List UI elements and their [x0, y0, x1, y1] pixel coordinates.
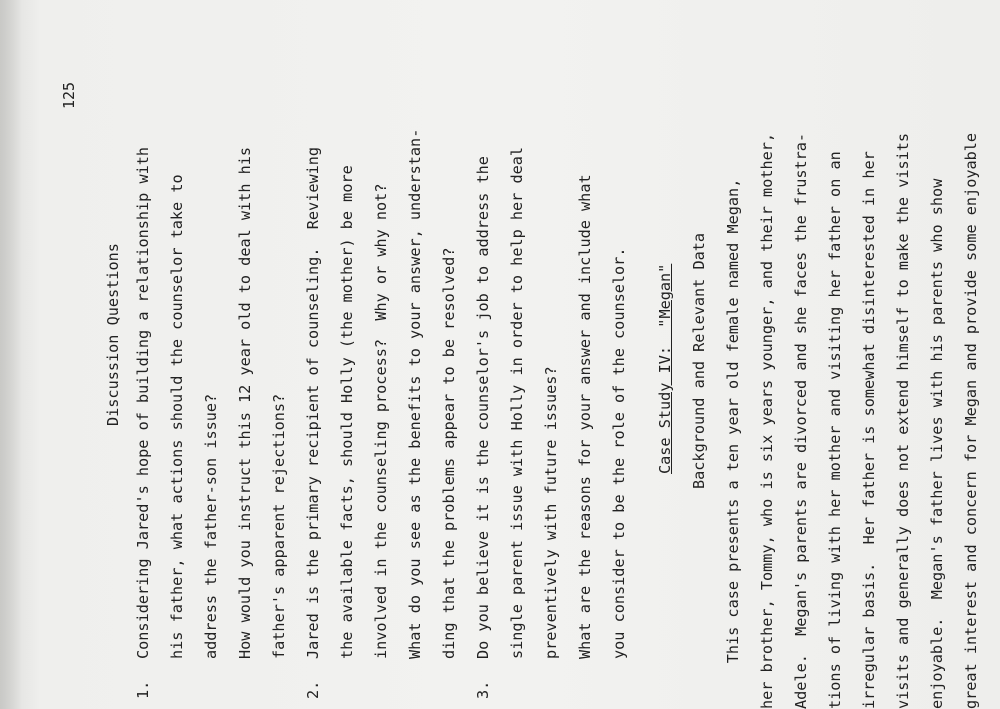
body-line: her brother, Tommy, who is six years younger, and their mother,: [758, 132, 776, 709]
question-line: ding that the problems appear to be resolved?: [440, 247, 458, 659]
question-line: involved in the counseling process? Why or why not?: [372, 183, 390, 659]
discussion-heading: Discussion Questions: [104, 243, 122, 426]
question-line: What are the reasons for your answer and include what: [576, 174, 594, 659]
body-line: Adele. Megan's parents are divorced and she faces the frustra-: [792, 132, 810, 709]
question-line: father's apparent rejections?: [270, 393, 288, 659]
question-line: you consider to be the role of the counselor.: [610, 247, 628, 659]
question-line: the available facts, should Holly (the mother) be more: [338, 165, 356, 659]
question-line: How would you instruct this 12 year old to deal with his: [236, 146, 254, 659]
question-line: What do you see as the benefits to your answer, understan-: [406, 128, 424, 659]
question-number: 2.: [304, 680, 322, 699]
body-line: This case presents a ten year old female named Megan,: [724, 178, 742, 709]
question-number: 3.: [474, 680, 492, 699]
question-line: his father, what actions should the counselor take to: [168, 174, 186, 659]
question-line: Jared is the primary recipient of counseling. Reviewing: [304, 146, 322, 659]
question-line: single parent issue with Holly in order to help her deal: [508, 146, 526, 659]
question-line: Considering Jared's hope of building a relationship with: [134, 146, 152, 659]
question-line: address the father-son issue?: [202, 393, 220, 659]
body-line: enjoyable. Megan's father lives with his parents who show: [928, 178, 946, 709]
question-number: 1.: [134, 680, 152, 699]
body-line: great interest and concern for Megan and provide some enjoyable: [962, 132, 980, 709]
case-study-title: Case Study IV: "Megan": [656, 263, 674, 474]
body-line: tions of living with her mother and visiting her father on an: [826, 151, 844, 709]
body-line: irregular basis. Her father is somewhat disinterested in her: [860, 151, 878, 709]
question-line: preventively with future issues?: [542, 366, 560, 659]
body-line: visits and generally does not extend himself to make the visits: [894, 132, 912, 709]
question-line: Do you believe it is the counselor's job to address the: [474, 156, 492, 659]
case-study-subtitle: Background and Relevant Data: [690, 232, 708, 489]
page-number: 125: [60, 81, 78, 109]
